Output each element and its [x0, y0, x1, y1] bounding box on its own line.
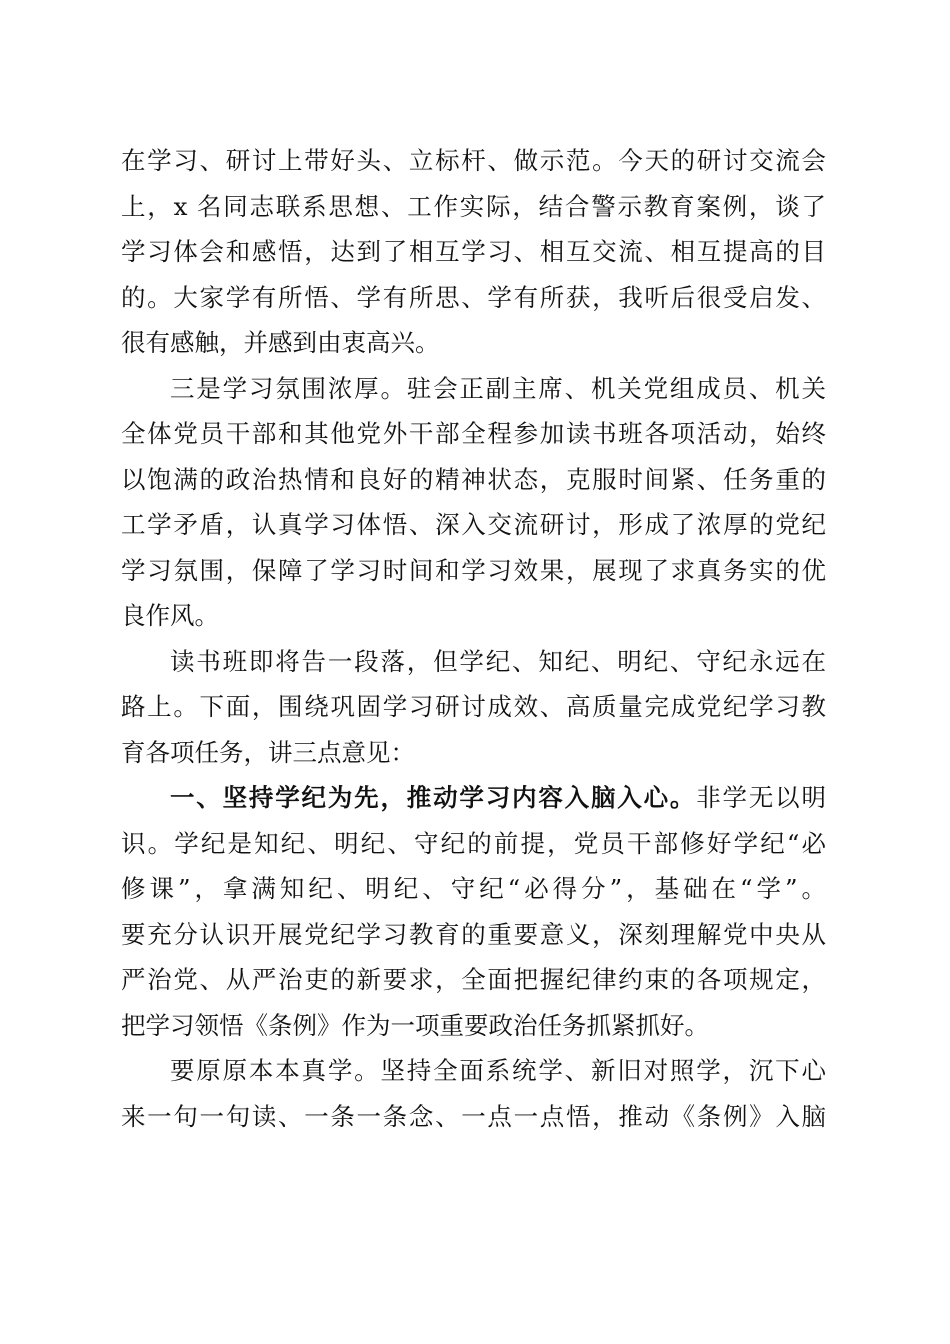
text-line	[121, 775, 826, 821]
text-line: 读书班即将告一段落，但学纪、知纪、明纪、守纪永远在	[170, 646, 826, 676]
text-line: 来一句一句读、一条一条念、一点一点悟，推动《条例》入脑	[121, 1101, 826, 1131]
text-line: 很有感触，并感到由衷高兴。	[121, 328, 440, 357]
text-line: 路上。下面，围绕巩固学习研讨成效、高质量完成党纪学习教	[121, 692, 826, 721]
text-line: 识。学纪是知纪、明纪、守纪的前提，党员干部修好学纪“必	[121, 828, 826, 858]
paragraph	[121, 775, 826, 1048]
text-line: 良作风。	[121, 601, 219, 630]
text-line: 的。大家学有所悟、学有所思、学有所获，我听后很受启发、	[121, 282, 826, 312]
text-line: 育各项任务，讲三点意见：	[121, 737, 415, 767]
section-heading: 一、坚持学纪为先，推动学习内容入脑入心。	[170, 783, 697, 812]
text-line: 三是学习氛围浓厚。驻会正副主席、机关党组成员、机关	[170, 373, 826, 403]
document-body	[121, 138, 826, 1139]
paragraph	[121, 366, 826, 639]
text-line: 严治党、从严治吏的新要求，全面把握纪律约束的各项规定，	[121, 965, 826, 994]
text-line: 以饱满的政治热情和良好的精神状态，克服时间紧、任务重的	[121, 464, 826, 494]
text-line: 把学习领悟《条例》作为一项重要政治任务抓紧抓好。	[121, 1010, 709, 1040]
text-line: 上，x 名同志联系思想、工作实际，结合警示教育案例，谈了	[121, 191, 826, 221]
text-line: 要原原本本真学。坚持全面系统学、新旧对照学，沉下心	[170, 1056, 826, 1085]
text-line: 要充分认识开展党纪学习教育的重要意义，深刻理解党中央从	[121, 919, 826, 949]
text-line: 在学习、研讨上带好头、立标杆、做示范。今天的研讨交流会	[121, 146, 826, 175]
text-line: 全体党员干部和其他党外干部全程参加读书班各项活动，始终	[121, 419, 826, 448]
text-line: 学习氛围，保障了学习时间和学习效果，展现了求真务实的优	[121, 555, 826, 585]
text-line: 工学矛盾，认真学习体悟、深入交流研讨，形成了浓厚的党纪	[121, 510, 826, 539]
text-line: 学习体会和感悟，达到了相互学习、相互交流、相互提高的目	[121, 237, 826, 266]
paragraph	[121, 138, 826, 366]
text-run: 非学无以明	[696, 783, 826, 812]
paragraph	[121, 1048, 826, 1139]
text-line: 修课”，拿满知纪、明纪、守纪“必得分”，基础在“学”。	[121, 874, 826, 903]
paragraph	[121, 639, 826, 776]
